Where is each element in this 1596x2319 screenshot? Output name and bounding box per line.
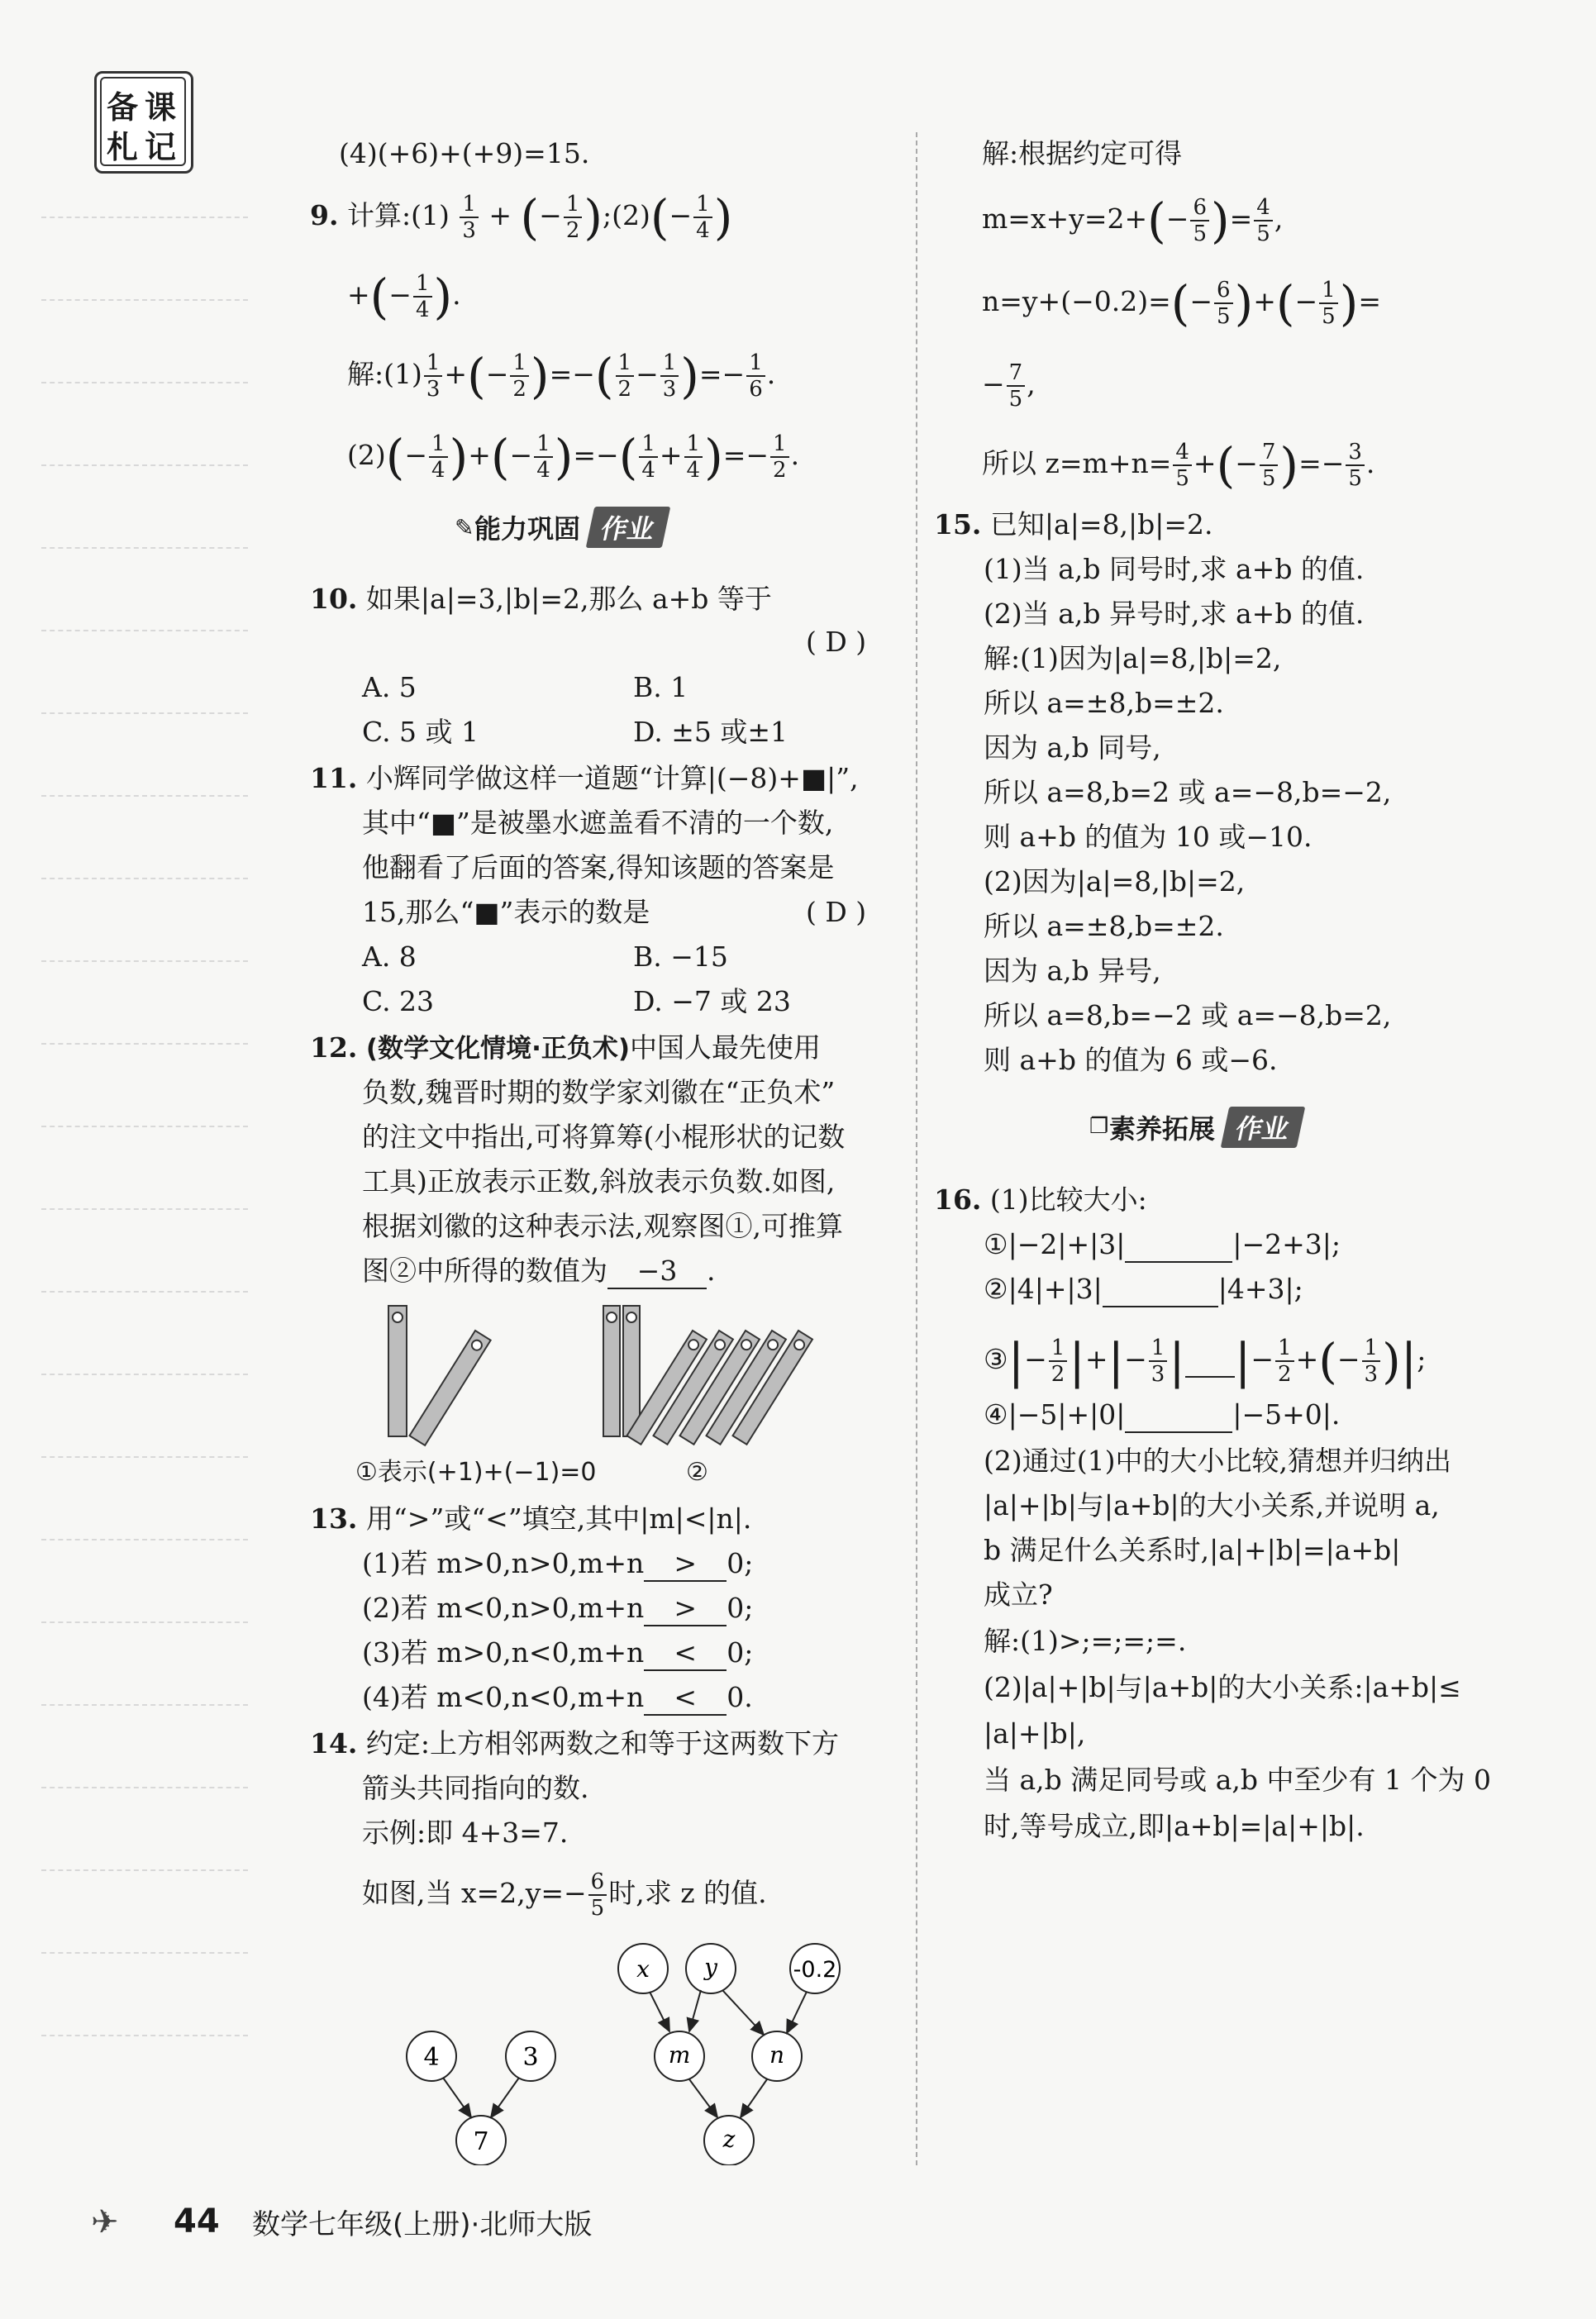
q11-choice-a: A. 8: [362, 940, 417, 973]
q12-line6: 图②中所得的数值为 −3 .: [362, 1255, 716, 1289]
q15-line: (1)当 a,b 同号时,求 a+b 的值.: [984, 553, 1365, 585]
stamp-char: 札: [107, 129, 139, 165]
q16-stem: [934, 1183, 1147, 1217]
q14-text: 约定:上方相邻两数之和等于这两数下方: [365, 1727, 840, 1759]
q12-line5: 根据刘徽的这种表示法,观察图①,可推算: [362, 1210, 843, 1242]
q12-line4: 工具)正放表示正数,斜放表示负数.如图,: [362, 1165, 836, 1198]
tree1-b: 3: [522, 2043, 539, 2072]
q16-item-1: [984, 1228, 1341, 1263]
tree2-y: y: [704, 1954, 717, 1981]
q9-prompt-line2: +(− $\frac{1}{4}$ ).: [347, 269, 461, 325]
tree2-m: m: [668, 2041, 691, 2069]
q16-text: (1)比较大小:: [989, 1183, 1147, 1216]
q15-line: (2)因为|a|=8,|b|=2,: [984, 865, 1246, 898]
q9-text: 计算:(1): [346, 199, 450, 231]
footer-ornament-icon: ✈: [91, 2203, 119, 2241]
q16-line: 成立?: [984, 1579, 1053, 1611]
q9-solution-1: 解:(1) $\frac{1}{3}$ +(− $\frac{1}{2}$ )=−( $\frac{1}{2}$ − $\frac{1}{3}$ )=− $\frac{1}{6}$ .: [347, 348, 776, 404]
tree2-node-y: [686, 1944, 736, 1993]
q12-text: 中国人最先使用: [630, 1031, 822, 1064]
book-icon: ❐: [1089, 1114, 1109, 1139]
tree1-a: 4: [423, 2043, 440, 2072]
q16-line: 当 a,b 满足同号或 a,b 中至少有 1 个为 0: [984, 1764, 1491, 1796]
q9-period: .: [452, 279, 461, 311]
q13-item-answer: <: [644, 1636, 727, 1671]
book-title: 数学七年级(上册)·北师大版: [252, 2208, 593, 2241]
q14-solution-n2: − $\frac{7}{5}$ ,: [982, 360, 1036, 412]
q14-q-tail: 时,求 z 的值.: [608, 1877, 767, 1909]
q13-item-answer: >: [644, 1592, 727, 1626]
q13-item-tail: 0.: [727, 1681, 753, 1713]
fig2-caption: ②: [686, 1458, 708, 1487]
tree2-z: z: [722, 2126, 736, 2153]
q13-text: 用“>”或“<”填空,其中|m|<|n|.: [365, 1502, 752, 1535]
q11-choice-c: C. 23: [362, 985, 435, 1017]
q16-item-text: ①|−2|+|3|: [984, 1228, 1126, 1260]
tree1-node-4: [407, 2031, 456, 2081]
q16-line: (2)|a|+|b|与|a+b|的大小关系:|a+b|≤: [984, 1671, 1461, 1703]
q13-item-tail: 0;: [727, 1547, 754, 1579]
q10-choice-c: C. 5 或 1: [362, 716, 479, 748]
q11-number: 11.: [310, 762, 358, 794]
q15-line: 所以 a=8,b=2 或 a=−8,b=−2,: [984, 776, 1392, 808]
counting-rods-figure: [364, 1289, 860, 1455]
q12-line1: [310, 1031, 821, 1065]
q16-item-2: [984, 1273, 1303, 1307]
q16-item-tail: |4+3|;: [1217, 1273, 1303, 1305]
q15-line: 所以 a=±8,b=±2.: [984, 687, 1224, 719]
tree2-node-z: [704, 2116, 754, 2165]
q10-answer: ( D ): [806, 626, 867, 658]
q13-stem: [310, 1502, 751, 1536]
q14-solution-n: n=y+(−0.2)=(− $\frac{6}{5}$ )+(− $\frac{1}{5}$ )=: [982, 275, 1382, 331]
q11-answer: ( D ): [806, 896, 867, 928]
q15-line: 所以 a=±8,b=±2.: [984, 910, 1224, 942]
q14-tree-diagram: [388, 1934, 884, 2165]
q13-item-text: (4)若 m<0,n<0,m+n: [362, 1681, 645, 1713]
stamp-char: 记: [145, 129, 177, 165]
q15-line: 所以 a=8,b=−2 或 a=−8,b=2,: [984, 999, 1392, 1031]
q11-choice-d: D. −7 或 23: [633, 985, 791, 1017]
q16-line: (2)通过(1)中的大小比较,猜想并归纳出: [984, 1445, 1451, 1477]
q9-sol-lead: 解:(1): [347, 358, 422, 390]
q13-item-2: [362, 1592, 753, 1626]
q11-text: 小辉同学做这样一道题“计算|(−8)+■|”,: [365, 762, 859, 794]
q14-line2: 箭头共同指向的数.: [362, 1772, 589, 1804]
q16-number: 16.: [934, 1183, 982, 1216]
q11-line4: 15,那么“■”表示的数是: [362, 896, 650, 928]
q10-choice-a: A. 5: [362, 671, 417, 703]
q14-line1: [310, 1727, 839, 1760]
q15-text: 已知|a|=8,|b|=2.: [989, 508, 1213, 540]
q9-part2: ;(2): [603, 199, 650, 231]
q14-line3: 示例:即 4+3=7.: [362, 1817, 569, 1849]
q16-line: 时,等号成立,即|a+b|=|a|+|b|.: [984, 1810, 1365, 1842]
q13-item-answer: <: [644, 1681, 727, 1716]
stamp-char: 课: [145, 89, 177, 126]
q9-solution-2: (2)(− $\frac{1}{4}$ )+(− $\frac{1}{4}$ )=−( $\frac{1}{4}$ + $\frac{1}{4}$ )=− $\frac{1}{2}$ .: [347, 429, 800, 485]
q16-item-4: [984, 1398, 1340, 1433]
q13-item-3: [362, 1636, 753, 1671]
tree1-node-3: [506, 2031, 555, 2081]
q10-text: 如果|a|=3,|b|=2,那么 a+b 等于: [365, 583, 772, 615]
q15-line: 解:(1)因为|a|=8,|b|=2,: [984, 642, 1282, 674]
section-tag: 作业: [586, 507, 671, 548]
q12-line2: 负数,魏晋时期的数学家刘徽在“正负术”: [362, 1076, 836, 1108]
tree2-node-m: [655, 2031, 704, 2081]
q16-line: |a|+|b|,: [984, 1717, 1086, 1750]
q13-item-tail: 0;: [727, 1636, 754, 1669]
corner-stamp: [94, 71, 193, 174]
q15-number: 15.: [934, 508, 982, 540]
fig1-caption: ①表示(+1)+(−1)=0: [355, 1458, 597, 1487]
q15-line: 因为 a,b 同号,: [984, 731, 1161, 764]
q16-item-text: ②|4|+|3|: [984, 1273, 1103, 1305]
q16-line: |a|+|b|与|a+b|的大小关系,并说明 a,: [984, 1489, 1440, 1521]
tree2-node-n: [752, 2031, 802, 2081]
q16-item-tail: |−2+3|;: [1232, 1228, 1341, 1260]
q13-item-tail: 0;: [727, 1592, 754, 1624]
q13-item-text: (1)若 m>0,n>0,m+n: [362, 1547, 645, 1579]
section-badge-ability: [455, 507, 666, 547]
q14-n-text: n=y+(−0.2)=: [982, 285, 1171, 317]
q13-item-4: [362, 1681, 753, 1716]
q16-line: 解:(1)>;=;=;=.: [984, 1625, 1187, 1657]
q15-stem: [934, 508, 1212, 541]
page-number: 44: [174, 2202, 220, 2240]
q12-text-6: 图②中所得的数值为: [362, 1255, 607, 1287]
q15-line: 则 a+b 的值为 10 或−10.: [984, 821, 1313, 853]
q13-item-1: [362, 1547, 753, 1582]
pen-icon: ✎: [455, 514, 474, 541]
q14-solution-lead: 解:根据约定可得: [982, 137, 1183, 169]
q12-tag: (数学文化情境·正负术): [365, 1034, 631, 1064]
q14-z-text: 所以 z=m+n=: [982, 447, 1172, 479]
q9-prompt: 9. 计算:(1) $\frac{1}{3}$ + (− $\frac{1}{2}$ );(2)(− $\frac{1}{4}$ ): [310, 189, 733, 245]
fig2-upright-rods: [603, 1306, 640, 1436]
q14-solution-z: 所以 z=m+n= $\frac{4}{5}$ +(− $\frac{7}{5}$ )=− $\frac{3}{5}$ .: [982, 437, 1375, 493]
q14-solution-m: m=x+y=2+(− $\frac{6}{5}$ )= $\frac{4}{5}$ ,: [982, 193, 1284, 249]
q15-line: (2)当 a,b 异号时,求 a+b 的值.: [984, 598, 1365, 630]
q14-number: 14.: [310, 1727, 358, 1759]
tree2-node-k: [790, 1944, 840, 1993]
q14-q-text: 如图,当 x=2,y=−: [362, 1877, 587, 1909]
q13-item-answer: >: [644, 1547, 727, 1582]
q13-item-text: (3)若 m>0,n<0,m+n: [362, 1636, 645, 1669]
tree1-node-7: [456, 2116, 506, 2165]
fig2-slanted-rods: [627, 1331, 812, 1445]
q13-number: 13.: [310, 1502, 358, 1535]
q12-line3: 的注文中指出,可将算筹(小棍形状的记数: [362, 1121, 846, 1153]
q11-line3: 他翻看了后面的答案,得知该题的答案是: [362, 851, 835, 883]
rod-hole: [393, 1312, 403, 1322]
q8-line4: (4)(+6)+(+9)=15.: [339, 137, 590, 169]
q15-line: 则 a+b 的值为 6 或−6.: [984, 1044, 1278, 1076]
q13-item-text: (2)若 m<0,n>0,m+n: [362, 1592, 645, 1624]
tree2-x: x: [636, 1955, 650, 1983]
tree1-c: 7: [473, 2127, 489, 2156]
stamp-char: 备: [107, 89, 139, 126]
q16-item-tail: |−5+0|.: [1232, 1398, 1341, 1431]
q14-question: 如图,当 x=2,y=− $\frac{6}{5}$ 时,求 z 的值.: [362, 1869, 767, 1921]
tree2-k: -0.2: [793, 1957, 837, 1983]
section-badge-literacy: [1089, 1107, 1301, 1147]
q11-line1: [310, 762, 859, 795]
q16-item-text: ④|−5|+|0|: [984, 1398, 1126, 1431]
fig1-upright-rod: [388, 1306, 407, 1436]
tree2-n: n: [769, 2041, 785, 2069]
q11-line2: 其中“■”是被墨水遮盖看不清的一个数,: [362, 807, 834, 839]
q10-choice-d: D. ±5 或±1: [633, 716, 788, 748]
q14-m-text: m=x+y=2+: [982, 202, 1148, 235]
q11-choice-b: B. −15: [633, 940, 728, 973]
q10-number: 10.: [310, 583, 358, 615]
q12-answer: −3: [607, 1255, 707, 1289]
q9-number: 9.: [310, 199, 339, 231]
q16-line: b 满足什么关系时,|a|+|b|=|a+b|: [984, 1534, 1401, 1566]
q15-line: 因为 a,b 异号,: [984, 955, 1161, 987]
fig1-slanted-rod: [410, 1331, 491, 1445]
q16-item-text: ③: [984, 1343, 1008, 1375]
q10-choice-b: B. 1: [633, 671, 688, 703]
tree2-node-x: [618, 1944, 668, 1993]
q16-item-3: ③|− $\frac{1}{2}$ |+|− $\frac{1}{3}$ | |− $\frac{1}{2}$ +(− $\frac{1}{3}$ )|;: [984, 1333, 1427, 1389]
column-divider: [916, 132, 917, 2165]
q10-stem: [310, 583, 772, 616]
section-title: 能力巩固: [474, 513, 581, 545]
section-tag: 作业: [1221, 1107, 1306, 1148]
q12-number: 12.: [310, 1031, 358, 1064]
q9-sol2-lead: (2): [347, 439, 386, 471]
section-title: 素养拓展: [1109, 1113, 1216, 1145]
